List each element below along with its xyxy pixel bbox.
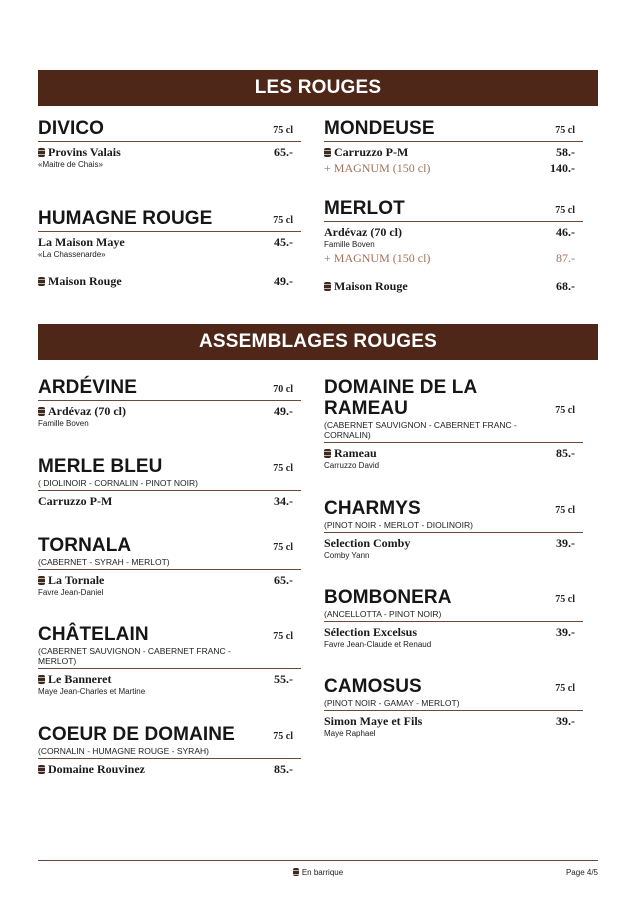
wine-entry (324, 446, 583, 471)
price: 87.- (556, 251, 575, 265)
wine-name: ARDÉVINE (38, 377, 137, 398)
wine-volume: 75 cl (555, 205, 575, 216)
producer-name: Maison Rouge (334, 279, 408, 293)
entry-subtitle: Favre Jean-Daniel (38, 588, 104, 597)
wine-header (38, 624, 301, 669)
wine-name: MERLOT (324, 198, 405, 219)
producer-name: Carruzzo P-M (38, 494, 113, 508)
wine-volume: 75 cl (555, 594, 575, 605)
grape-varieties: (CABERNET SAUVIGNON - CABERNET FRANC - CORNALIN) (324, 420, 517, 440)
entry-subtitle: Carruzzo David (324, 461, 380, 470)
producer-name: Rameau (334, 446, 377, 460)
assemblages-right-column (324, 377, 583, 787)
grape-varieties: (CABERNET - SYRAH - MERLOT) (38, 557, 170, 567)
wine-entry (38, 404, 301, 429)
entry-subtitle: «La Chassenarde» (38, 250, 106, 259)
wine-name: CHÂTELAIN (38, 624, 149, 645)
footer-legend (0, 868, 636, 877)
price: 85.- (556, 446, 575, 460)
wine-header (324, 118, 583, 142)
rouges-right-column (324, 118, 583, 308)
producer-name: Le Banneret (48, 672, 112, 686)
wine-merlot (324, 198, 583, 294)
assemblages-left-column (38, 377, 301, 787)
wine-coeur-de-domaine (38, 724, 301, 777)
wine-header (38, 208, 301, 232)
wine-mondeuse (324, 118, 583, 176)
wine-camosus (324, 676, 583, 739)
wine-volume: 75 cl (555, 505, 575, 516)
wine-volume: 75 cl (273, 215, 293, 226)
wine-name: CHARMYS (324, 498, 421, 519)
wine-ardevine (38, 377, 301, 429)
wine-entry (38, 274, 301, 289)
barrel-icon (324, 148, 331, 157)
page-number: Page 4/5 (565, 868, 598, 877)
grape-varieties: (CORNALIN - HUMAGNE ROUGE - SYRAH) (38, 746, 209, 756)
wine-name: HUMAGNE ROUGE (38, 208, 213, 229)
price: 65.- (274, 145, 293, 159)
price: 68.- (556, 279, 575, 293)
price: 49.- (274, 404, 293, 418)
wine-charmys (324, 498, 583, 561)
wine-entry (38, 672, 301, 697)
wine-header (38, 118, 301, 142)
magnum-label: + MAGNUM (150 cl) (324, 161, 431, 175)
magnum-label: + MAGNUM (150 cl) (324, 251, 431, 265)
barrel-icon (293, 868, 299, 876)
wine-entry (324, 225, 583, 250)
wine-header (324, 498, 583, 533)
wine-name: DOMAINE DE LA RAMEAU (324, 377, 477, 419)
wine-entry (324, 279, 583, 294)
wine-volume: 70 cl (273, 384, 293, 395)
rouges-left-column (38, 118, 301, 308)
producer-name: Selection Comby (324, 536, 411, 550)
grape-varieties: (CABERNET SAUVIGNON - CABERNET FRANC - MERLOT) (38, 646, 231, 666)
wine-header (324, 198, 583, 222)
barrel-icon (38, 407, 45, 416)
producer-name: Ardévaz (70 cl) (324, 225, 402, 239)
producer-name: La Maison Maye (38, 235, 125, 249)
wine-bombonera (324, 587, 583, 650)
price: 58.- (556, 145, 575, 159)
barrel-icon (38, 277, 45, 286)
barrel-icon (324, 282, 331, 291)
producer-name: Sélection Excelsus (324, 625, 417, 639)
producer-name: Domaine Rouvinez (48, 762, 145, 776)
wine-entry (324, 536, 583, 561)
producer-name: Ardévaz (70 cl) (48, 404, 126, 418)
wine-volume: 75 cl (273, 631, 293, 642)
entry-subtitle: Maye Jean-Charles et Martine (38, 687, 146, 696)
entry-subtitle: Famille Boven (324, 240, 375, 249)
wine-name: MONDEUSE (324, 118, 435, 139)
entry-subtitle: Favre Jean-Claude et Renaud (324, 640, 432, 649)
price: 49.- (274, 274, 293, 288)
grape-varieties: (PINOT NOIR - GAMAY - MERLOT) (324, 698, 460, 708)
wine-entry (324, 625, 583, 650)
wine-entry (38, 494, 301, 509)
wine-header (324, 676, 583, 711)
producer-name: Simon Maye et Fils (324, 714, 423, 728)
wine-tornala (38, 535, 301, 598)
wine-header (38, 377, 301, 401)
wine-entry-magnum (324, 251, 583, 266)
footer-divider (38, 860, 598, 861)
wine-domaine-de-la-rameau (324, 377, 583, 471)
entry-subtitle: Comby Yann (324, 551, 370, 560)
barrel-icon (38, 148, 45, 157)
wine-divico (38, 118, 301, 170)
price: 45.- (274, 235, 293, 249)
wine-volume: 75 cl (555, 405, 575, 416)
grape-varieties: ( DIOLINOIR - CORNALIN - PINOT NOIR) (38, 478, 198, 488)
barrel-icon (38, 675, 45, 684)
barrel-icon (324, 449, 331, 458)
price: 39.- (556, 714, 575, 728)
grape-varieties: (PINOT NOIR - MERLOT - DIOLINOIR) (324, 520, 473, 530)
wine-header (324, 377, 583, 443)
wine-merle-bleu (38, 456, 301, 509)
wine-entry (324, 145, 583, 160)
price: 34.- (274, 494, 293, 508)
price: 140.- (550, 161, 575, 175)
wine-name: MERLE BLEU (38, 456, 163, 477)
wine-header (324, 587, 583, 622)
producer-name: La Tornale (48, 573, 105, 587)
producer-name: Maison Rouge (48, 274, 122, 288)
wine-header (38, 456, 301, 491)
wine-header (38, 535, 301, 570)
section-banner-rouges: LES ROUGES (38, 70, 598, 106)
price: 39.- (556, 536, 575, 550)
price: 39.- (556, 625, 575, 639)
wine-volume: 75 cl (273, 542, 293, 553)
wine-entry (38, 235, 301, 260)
entry-subtitle: Famille Boven (38, 419, 89, 428)
wine-name: TORNALA (38, 535, 132, 556)
legend-text: En barrique (301, 868, 344, 877)
producer-name: Provins Valais (48, 145, 121, 159)
wine-volume: 75 cl (273, 731, 293, 742)
price: 65.- (274, 573, 293, 587)
wine-entry (38, 573, 301, 598)
entry-subtitle: «Maitre de Chais» (38, 160, 103, 169)
wine-entry (38, 145, 301, 170)
wine-volume: 75 cl (273, 463, 293, 474)
wine-name: CAMOSUS (324, 676, 422, 697)
wine-chatelain (38, 624, 301, 697)
barrel-icon (38, 765, 45, 774)
wine-humagne-rouge (38, 208, 301, 289)
wine-volume: 75 cl (555, 125, 575, 136)
wine-entry-magnum (324, 161, 583, 176)
producer-name: Carruzzo P-M (334, 145, 409, 159)
wine-name: BOMBONERA (324, 587, 452, 608)
wine-volume: 75 cl (273, 125, 293, 136)
price: 85.- (274, 762, 293, 776)
section-banner-assemblages: ASSEMBLAGES ROUGES (38, 324, 598, 360)
wine-name: COEUR DE DOMAINE (38, 724, 235, 745)
price: 46.- (556, 225, 575, 239)
price: 55.- (274, 672, 293, 686)
barrel-icon (38, 576, 45, 585)
wine-volume: 75 cl (555, 683, 575, 694)
entry-subtitle: Maye Raphael (324, 729, 376, 738)
wine-header (38, 724, 301, 759)
wine-entry (324, 714, 583, 739)
grape-varieties: (ANCELLOTTA - PINOT NOIR) (324, 609, 442, 619)
wine-entry (38, 762, 301, 777)
wine-name: DIVICO (38, 118, 105, 139)
